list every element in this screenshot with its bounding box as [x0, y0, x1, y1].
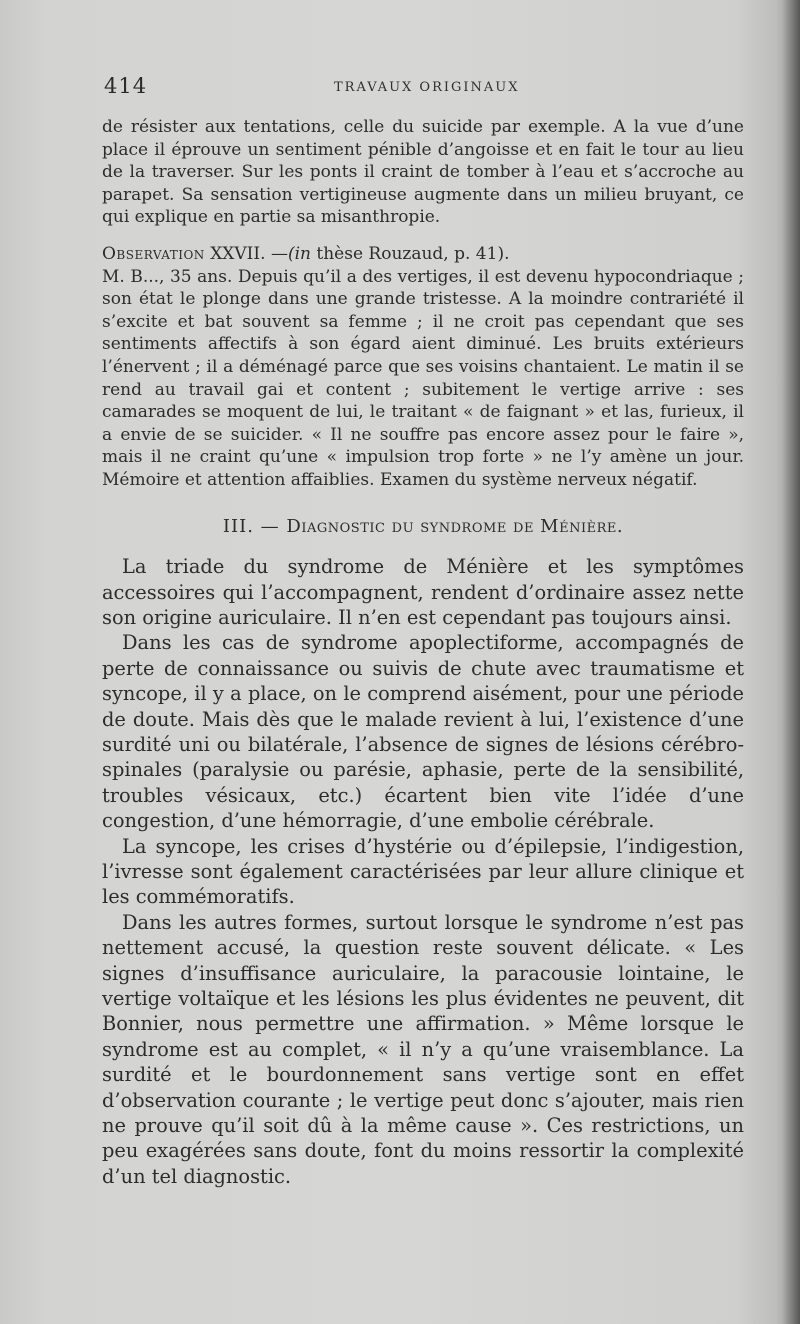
section-body: [102, 554, 744, 1189]
intro-paragraph: de résister aux tentations, celle du suicide par exemple. A la vue d’une place il éprouve un sentiment pénible d’angoisse et en fait le tour au lieu de la traverser. Sur les ponts il craint de tomber à l’eau et s’accroche au parapet. Sa sensation vertigineuse augmente dans un milieu bruyant, ce qui explique en partie sa misanthropie.: [102, 117, 744, 228]
paragraph-1: La triade du syndrome de Ménière et les symptômes accessoires qui l’accompagnent, rendent d’ordinaire assez nette son origine auriculaire. Il n’en est cependant pas toujours ainsi.: [102, 555, 744, 629]
running-head: TRAVAUX ORIGINAUX: [334, 80, 520, 95]
page-number: 414: [104, 74, 148, 98]
paragraph-4: Dans les autres formes, surtout lorsque le syndrome n’est pas nettement accusé, la question reste souvent délicate. « Les signes d’insuffisance auriculaire, la paracousie lointaine, le vertige voltaïque et les lésions les plus évidentes ne peuvent, dit Bonnier, nous permettre une affirmation. » Même lorsque le syndrome est au complet, « il n’y a qu’une vraisemblance. La surdité et le bourdonnement sans vertige sont en effet d’observation courante ; le vertige peut donc s’ajouter, mais rien ne prouve qu’il soit dû à la même cause ». Ces restrictions, un peu exagérées sans doute, font du moins ressortir la complexité d’un tel diagnostic.: [102, 910, 744, 1188]
observation-reference: thèse Rouzaud, p. 41).: [316, 243, 510, 264]
observation-in: (in: [287, 243, 311, 264]
paragraph-2: Dans les cas de syndrome apoplectiforme, accompagnés de perte de connaissance ou suivis de chute avec traumatisme et syncope, il y a place, on le comprend aisément, pour une période de doute. Mais dès que le malade revient à lui, l’existence d’une surdité uni ou bilatérale, l’absence de signes de lésions cérébro-spinales (paralysie ou parésie, aphasie, perte de la sensibilité, troubles vésicaux, etc.) écartent bien vite l’idée d’une congestion, d’une hémorragie, d’une embolie cérébrale.: [102, 631, 744, 833]
observation-heading: [102, 243, 744, 266]
page-header: [104, 74, 744, 100]
page-body: [102, 116, 744, 1189]
section-heading: [102, 516, 744, 539]
section-title: Diagnostic du syndrome de Ménière.: [286, 515, 624, 537]
paragraph-3: La syncope, les crises d’hystérie ou d’épilepsie, l’indigestion, l’ivresse sont également caractérisées par leur allure clinique et les commémoratifs.: [102, 834, 744, 909]
observation-number: XXVII.: [210, 243, 266, 264]
section-numeral: III. —: [222, 515, 280, 537]
observation-label: Observation: [102, 243, 205, 264]
observation-dash: —: [270, 243, 288, 264]
observation-text: M. B..., 35 ans. Depuis qu’il a des vertiges, il est devenu hypocondriaque ; son état le plonge dans une grande tristesse. A la moindre contrariété il s’excite et bat souvent sa femme ; il ne croit pas cependant que ses sentiments affectifs à son égard aient diminué. Les bruits extérieurs l’énervent ; il a déménagé parce que ses voisins chantaient. Le matin il se rend au travail gai et content ; subitement le vertige arrive : ses camarades se moquent de lui, le traitant « de faignant » et las, furieux, il a envie de se suicider. « Il ne souffre pas encore assez pour le faire », mais il ne craint qu’une « impulsion trop forte » ne l’y amène un jour. Mémoire et attention affaiblies. Examen du système nerveux négatif.: [102, 266, 744, 490]
